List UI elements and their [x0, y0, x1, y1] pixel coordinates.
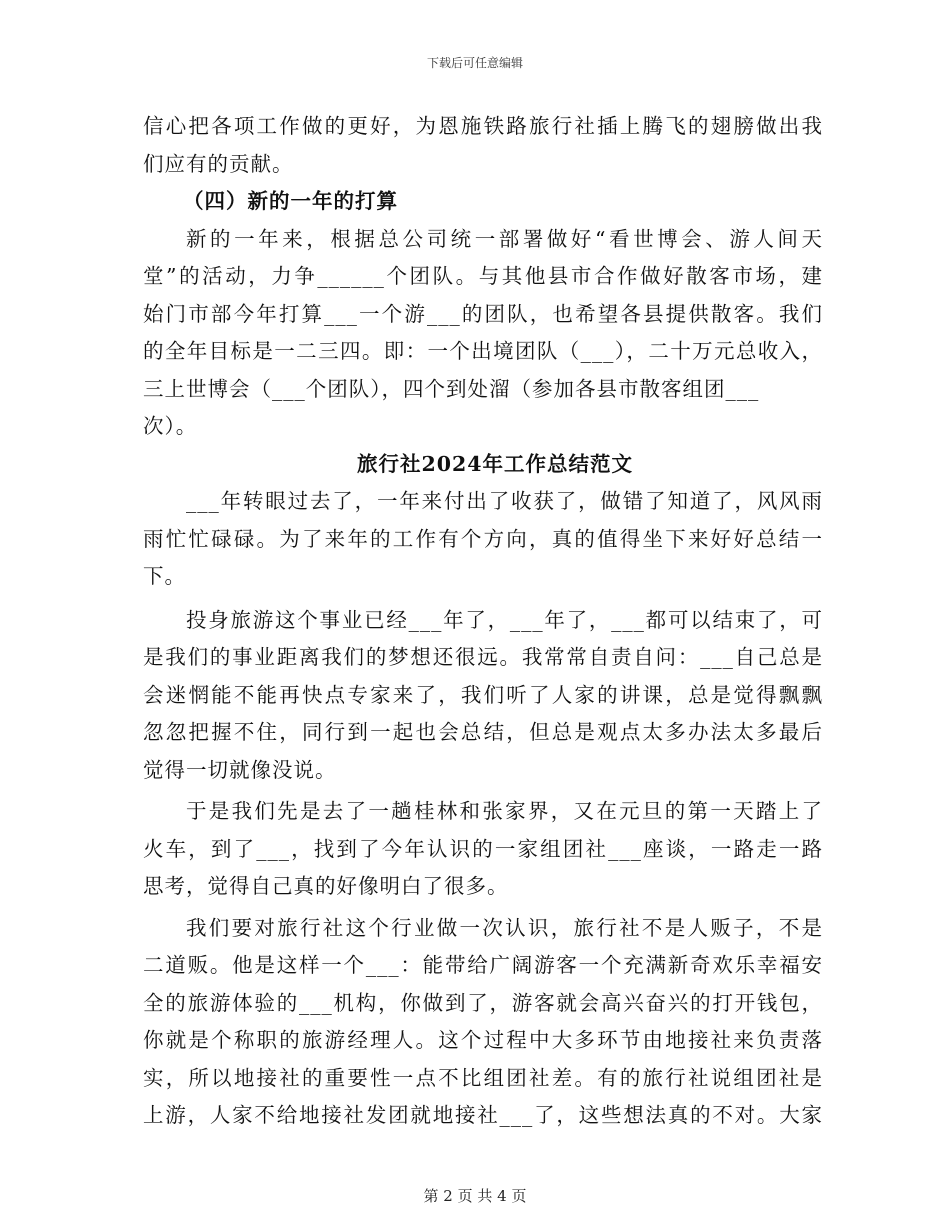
text-line: 你就是个称职的旅游经理人。这个过程中大多环节由地接社来负责落 [143, 1028, 823, 1052]
text-line: 投身旅游这个事业已经___年了，___年了，___都可以结束了，可 [186, 607, 823, 632]
text-line: 实，所以地接社的重要性一点不比组团社差。有的旅行社说组团社是 [143, 1065, 823, 1090]
text-line: 会迷惘能不能再快点专家来了，我们听了人家的讲课，总是觉得飘飘 [143, 682, 823, 707]
text-line: 堂”的活动，力争______个团队。与其他县市合作做好散客市场，建 [143, 264, 823, 288]
text-line: 思考，觉得自己真的好像明白了很多。 [143, 874, 509, 898]
text-line: 于是我们先是去了一趟桂林和张家界，又在元旦的第一天踏上了 [186, 799, 823, 823]
text-line: 全的旅游体验的___机构，你做到了，游客就会高兴奋兴的打开钱包， [143, 990, 823, 1015]
text-line: 下。 [143, 564, 186, 588]
text-line: 三上世博会（___个团队），四个到处溜（参加各县市散客组团___ [143, 376, 760, 401]
page-header: 下载后可任意编辑 [426, 56, 523, 70]
text-line: 新的一年来，根据总公司统一部署做好“看世博会、游人间天 [186, 226, 823, 251]
text-line: 们应有的贡献。 [143, 151, 294, 176]
text-line: 我们要对旅行社这个行业做一次认识，旅行社不是人贩子，不是 [186, 915, 823, 940]
text-line: 是我们的事业距离我们的梦想还很远。我常常自责自问：___自己总是 [143, 645, 823, 669]
text-line: ___年转眼过去了，一年来付出了收获了，做错了知道了，风风雨 [186, 489, 823, 513]
text-line: 次）。 [143, 414, 198, 438]
text-line: 始门市部今年打算___一个游___的团队，也希望各县提供散客。我们 [143, 301, 823, 326]
text-line: 信心把各项工作做的更好，为恩施铁路旅行社插上腾飞的翅膀做出我 [143, 114, 823, 138]
text-line: 的全年目标是一二三四。即：一个出境团队（___），二十万元总收入， [143, 339, 823, 363]
text-line: 雨忙忙碌碌。为了来年的工作有个方向，真的值得坐下来好好总结一 [143, 526, 823, 551]
text-line: 觉得一切就像没说。 [143, 757, 337, 782]
text-line: 忽忽把握不住，同行到一起也会总结，但总是观点太多办法太多最后 [143, 720, 823, 744]
text-line: 二道贩。他是这样一个___：能带给广阔游客一个充满新奇欢乐幸福安 [143, 953, 823, 977]
page-footer: 第 2 页 共 4 页 [423, 1187, 527, 1205]
text-line: 上游，人家不给地接社发团就地接社___了，这些想法真的不对。大家 [143, 1103, 823, 1127]
text-line: 火车，到了___，找到了今年认识的一家组团社___座谈，一路走一路 [143, 836, 823, 861]
document-body [143, 108, 823, 1135]
section-heading: （四）新的一年的打算 [183, 189, 398, 213]
article-title: 旅行社2024年工作总结范文 [356, 451, 634, 476]
